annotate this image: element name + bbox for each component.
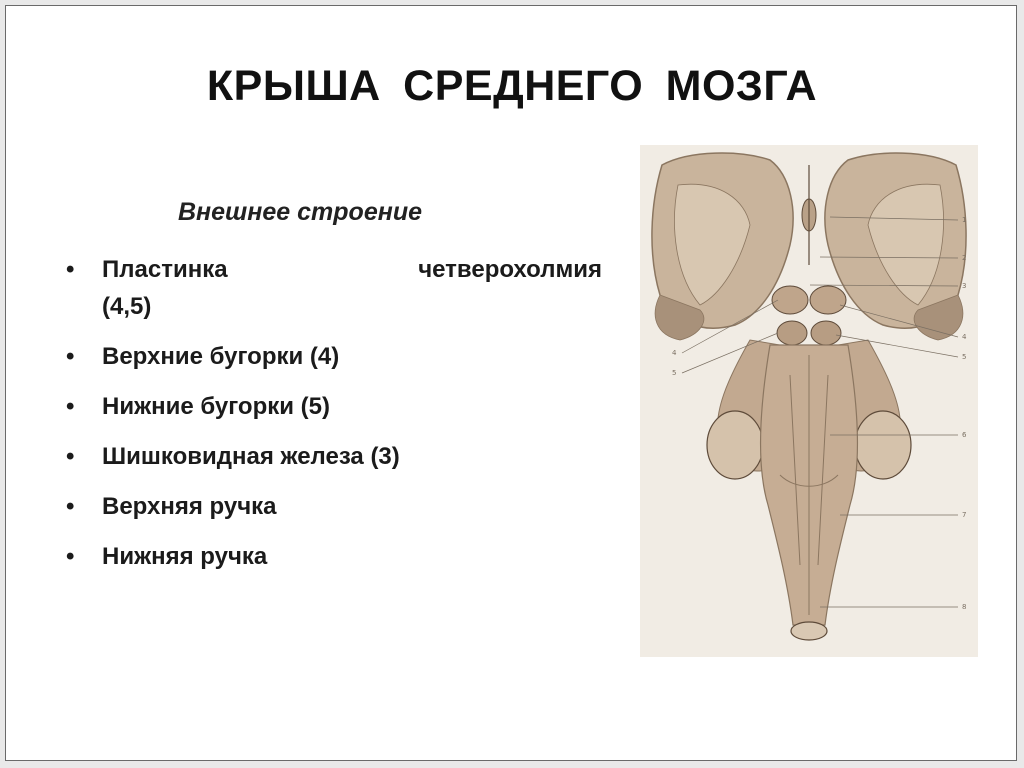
slide: [5, 5, 1017, 761]
slide-subtitle: Внешнее строение: [178, 198, 422, 226]
bullet-text-a: Пластинка: [102, 256, 228, 283]
figure-label: 3: [962, 282, 967, 290]
bullet-item: [62, 438, 602, 475]
figure-label: 6: [962, 431, 967, 439]
figure-label: 4: [672, 349, 677, 357]
bullet-item: [62, 338, 602, 375]
bullet-dot: •: [66, 493, 75, 520]
brainstem-illustration: [640, 145, 978, 657]
figure-label: 5: [672, 369, 677, 377]
bullet-line-2: (4,5): [102, 293, 152, 320]
bullet-item: [62, 388, 602, 425]
figure-label: 8: [962, 603, 967, 611]
slide-title: КРЫША СРЕДНЕГО МОЗГА: [206, 62, 818, 110]
bullet-text-b: четверохолмия: [418, 256, 602, 283]
figure-label: 4: [962, 333, 967, 341]
bullet-dot: •: [66, 343, 75, 370]
bullet-text: Верхние бугорки (4): [102, 343, 340, 370]
figure-label: 7: [962, 511, 967, 519]
bullet-line-1: [102, 251, 602, 288]
brainstem-drawing: [640, 145, 978, 657]
figure-label: 1: [962, 216, 967, 224]
bullet-item: [62, 251, 602, 325]
bullet-item: [62, 538, 602, 575]
bullet-text: Шишковидная железа (3): [102, 443, 400, 470]
bullet-item: [62, 488, 602, 525]
bullet-list: [62, 251, 602, 588]
figure-label: 5: [962, 353, 967, 361]
figure-label: 2: [962, 254, 967, 262]
bullet-dot: •: [66, 256, 75, 283]
bullet-text: Нижние бугорки (5): [102, 393, 330, 420]
bullet-dot: •: [66, 393, 75, 420]
bullet-text: Верхняя ручка: [102, 493, 277, 520]
bullet-text: Нижняя ручка: [102, 543, 268, 570]
bullet-dot: •: [66, 443, 75, 470]
bullet-dot: •: [66, 543, 75, 570]
